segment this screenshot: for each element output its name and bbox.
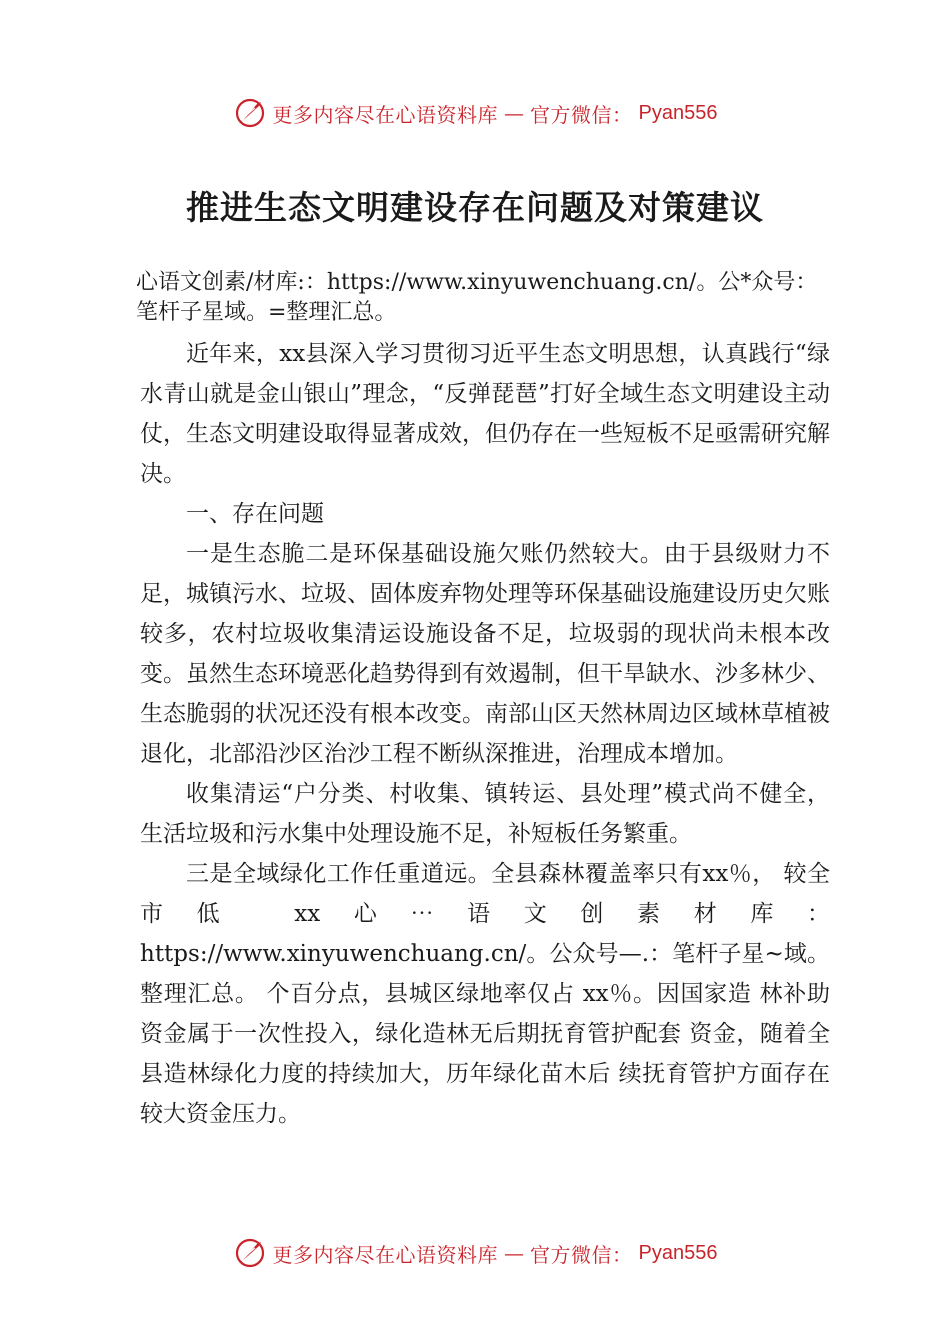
footer-watermark	[0, 1236, 950, 1270]
document-body	[136, 268, 830, 1134]
watermark-wechat-id: Pyan556	[638, 1241, 718, 1264]
quill-pen-logo-icon	[233, 96, 267, 130]
document-title: 推进生态文明建设存在问题及对策建议	[186, 188, 764, 227]
watermark-official: 官方微信：	[530, 1242, 633, 1267]
watermark-wechat-id: Pyan556	[638, 101, 718, 124]
watermark-text: 更多内容尽在心语资料库	[272, 102, 499, 127]
paragraph-greening: 三是全域绿化工作任重道远。全县森林覆盖率只有xx％， 较全市低 xx心⋯语文创素材库：https://www.xinyuwenchuang.cn/。公众号—.：笔杆子星~域。整理汇总。 个百分点，县城区绿地率仅占 xx％。因国家造 林补助资金属于一次性投入，绿化造林无后期抚育管护配套 资金，随着全县造林绿化力度的持续加大，历年绿化苗木后 续抚育管护方面存在较大资金压力。	[140, 861, 830, 1127]
header-watermark	[0, 96, 950, 130]
paragraph-intro: 近年来，xx县深入学习贯彻习近平生态文明思想，认真践行“绿水青山就是金山银山”理念，“反弹琵琶”打好全域生态文明建设主动仗，生态文明建设取得显著成效，但仍存在一些短板不足亟需研究解决。	[140, 341, 830, 487]
paragraph-waste-collection: 收集清运“户分类、村收集、镇转运、县处理”模式尚不健全，生活垃圾和污水集中处理设施不足，补短板任务繁重。	[140, 781, 830, 847]
watermark-text: 更多内容尽在心语资料库	[272, 1242, 499, 1267]
source-note: 心语文创素/材库:：https://www.xinyuwenchuang.cn/。公*众号：笔杆子星域。=整理汇总。	[136, 270, 818, 325]
paragraph-infrastructure: 一是生态脆二是环保基础设施欠账仍然较大。由于县级财力不足，城镇污水、垃圾、固体废弃物处理等环保基础设施建设历史欠账较多，农村垃圾收集清运设施设备不足，垃圾弱的现状尚未根本改变。虽然生态环境恶化趋势得到有效遏制，但干旱缺水、沙多林少、生态脆弱的状况还没有根本改变。南部山区天然林周边区域林草植被退化，北部沿沙区治沙工程不断纵深推进，治理成本增加。	[140, 541, 830, 767]
watermark-official: 官方微信：	[530, 102, 633, 127]
watermark-separator: —	[504, 101, 525, 125]
quill-pen-logo-icon	[233, 1236, 267, 1270]
watermark-separator: —	[504, 1241, 525, 1265]
section-heading: 一、存在问题	[186, 501, 324, 527]
